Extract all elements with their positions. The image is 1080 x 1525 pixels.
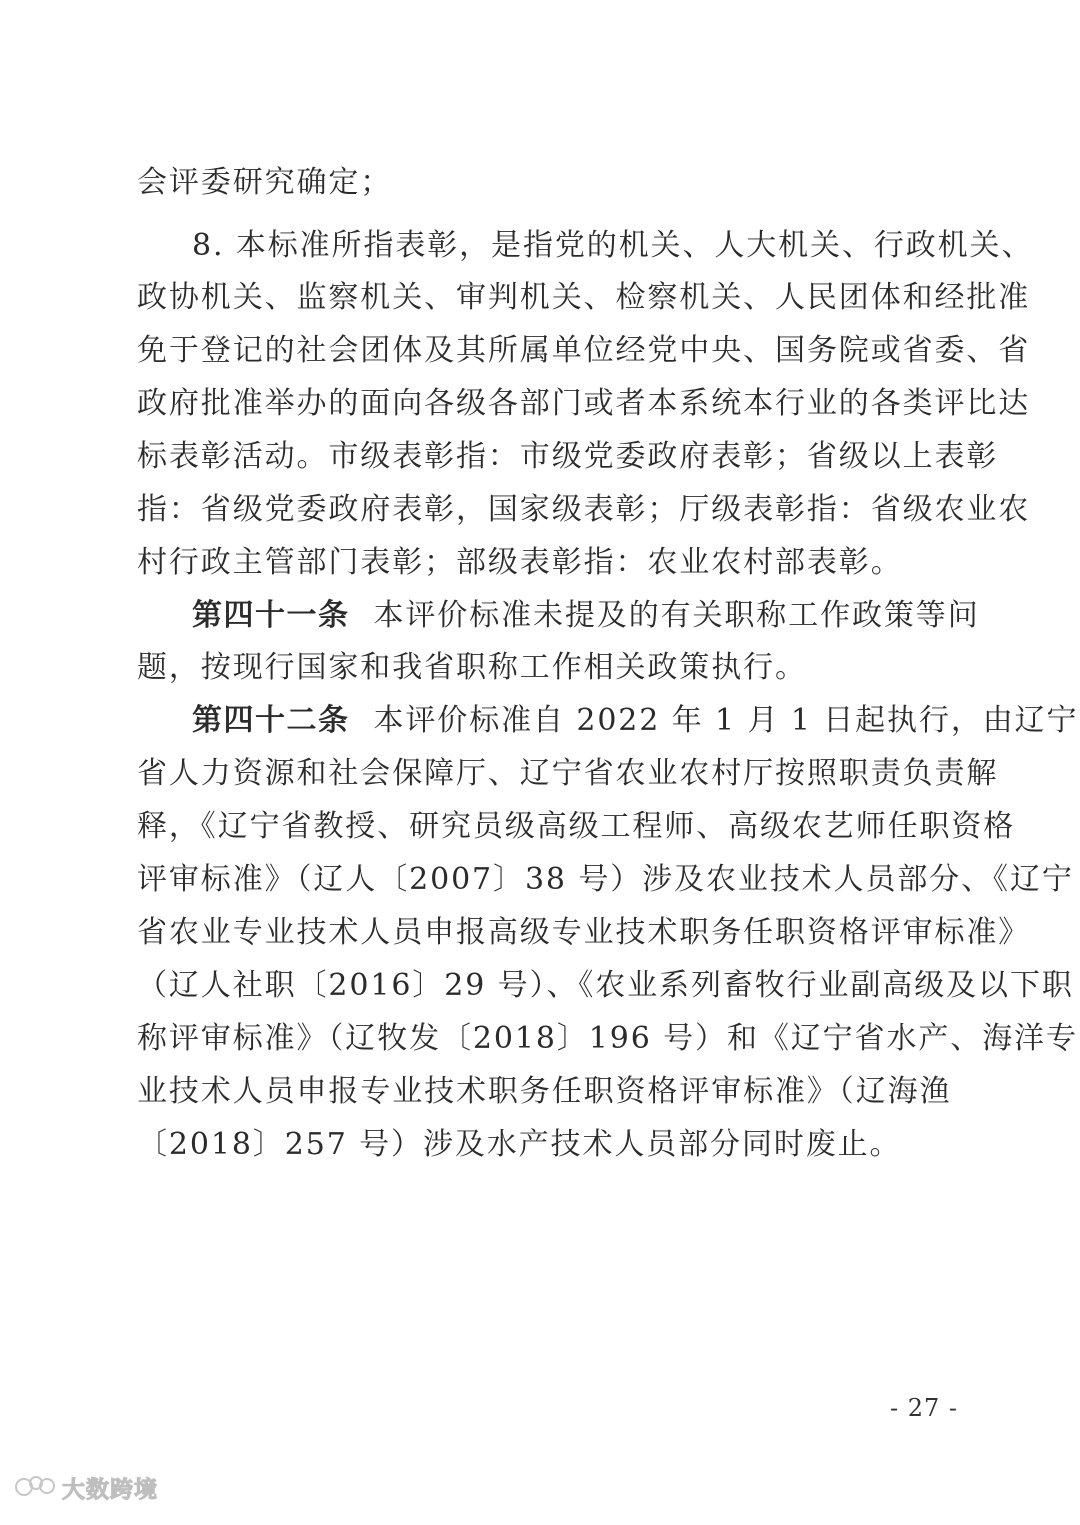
article-42-first-line (192, 701, 1079, 741)
paragraph-line: 免于登记的社会团体及其所属单位经党中央、国务院或省委、省 (137, 333, 1031, 368)
paragraph-line: 指：省级党委政府表彰，国家级表彰；厅级表彰指：省级农业农 (137, 492, 1031, 527)
watermark (14, 1470, 158, 1504)
watermark-text: 大数跨境 (62, 1476, 158, 1503)
paragraph-line: 标表彰活动。市级表彰指：市级党委政府表彰；省级以上表彰 (137, 439, 999, 474)
paragraph-line: 〔2018〕257 号）涉及水产技术人员部分同时废止。 (137, 1127, 902, 1162)
paragraph-line: 会评委研究确定； (137, 165, 393, 200)
article-42-heading: 第四十二条 (192, 703, 350, 738)
paragraph-line: （辽人社职〔2016〕29 号）、《农业系列畜牧行业副高级及以下职 (137, 968, 1074, 1003)
paragraph-line: 政协机关、监察机关、审判机关、检察机关、人民团体和经批准 (137, 280, 1031, 315)
paragraph-line: 村行政主管部门表彰；部级表彰指：农业农村部表彰。 (137, 545, 903, 580)
paragraph-line: 评审标准》（辽人〔2007〕38 号）涉及农业技术人员部分、《辽宁 (137, 862, 1074, 897)
watermark-logo-icon (14, 1472, 58, 1502)
paragraph-line: 省农业专业技术人员申报高级专业技术职务任职资格评审标准》 (137, 915, 1031, 950)
article-41-text: 本评价标准未提及的有关职称工作政策等问 (373, 598, 980, 633)
article-42-text: 本评价标准自 2022 年 1 月 1 日起执行，由辽宁 (373, 703, 1079, 738)
paragraph-line: 业技术人员申报专业技术职务任职资格评审标准》（辽海渔 (137, 1074, 952, 1109)
paragraph-line: 政府批准举办的面向各级各部门或者本系统本行业的各类评比达 (137, 386, 1031, 421)
paragraph-line: 题，按现行国家和我省职称工作相关政策执行。 (137, 650, 807, 685)
paragraph-line: 称评审标准》（辽牧发〔2018〕196 号）和《辽宁省水产、海洋专 (137, 1021, 1078, 1056)
paragraph-line: 释，《辽宁省教授、研究员级高级工程师、高级农艺师任职资格 (137, 809, 1016, 844)
article-41-first-line (192, 596, 980, 636)
article-41-heading: 第四十一条 (192, 598, 350, 633)
paragraph-line: 省人力资源和社会保障厅、辽宁省农业农村厅按照职责负责解 (137, 756, 999, 791)
page-number: - 27 - (890, 1394, 959, 1422)
paragraph-line: 8. 本标准所指表彰，是指党的机关、人大机关、行政机关、 (192, 228, 1034, 263)
